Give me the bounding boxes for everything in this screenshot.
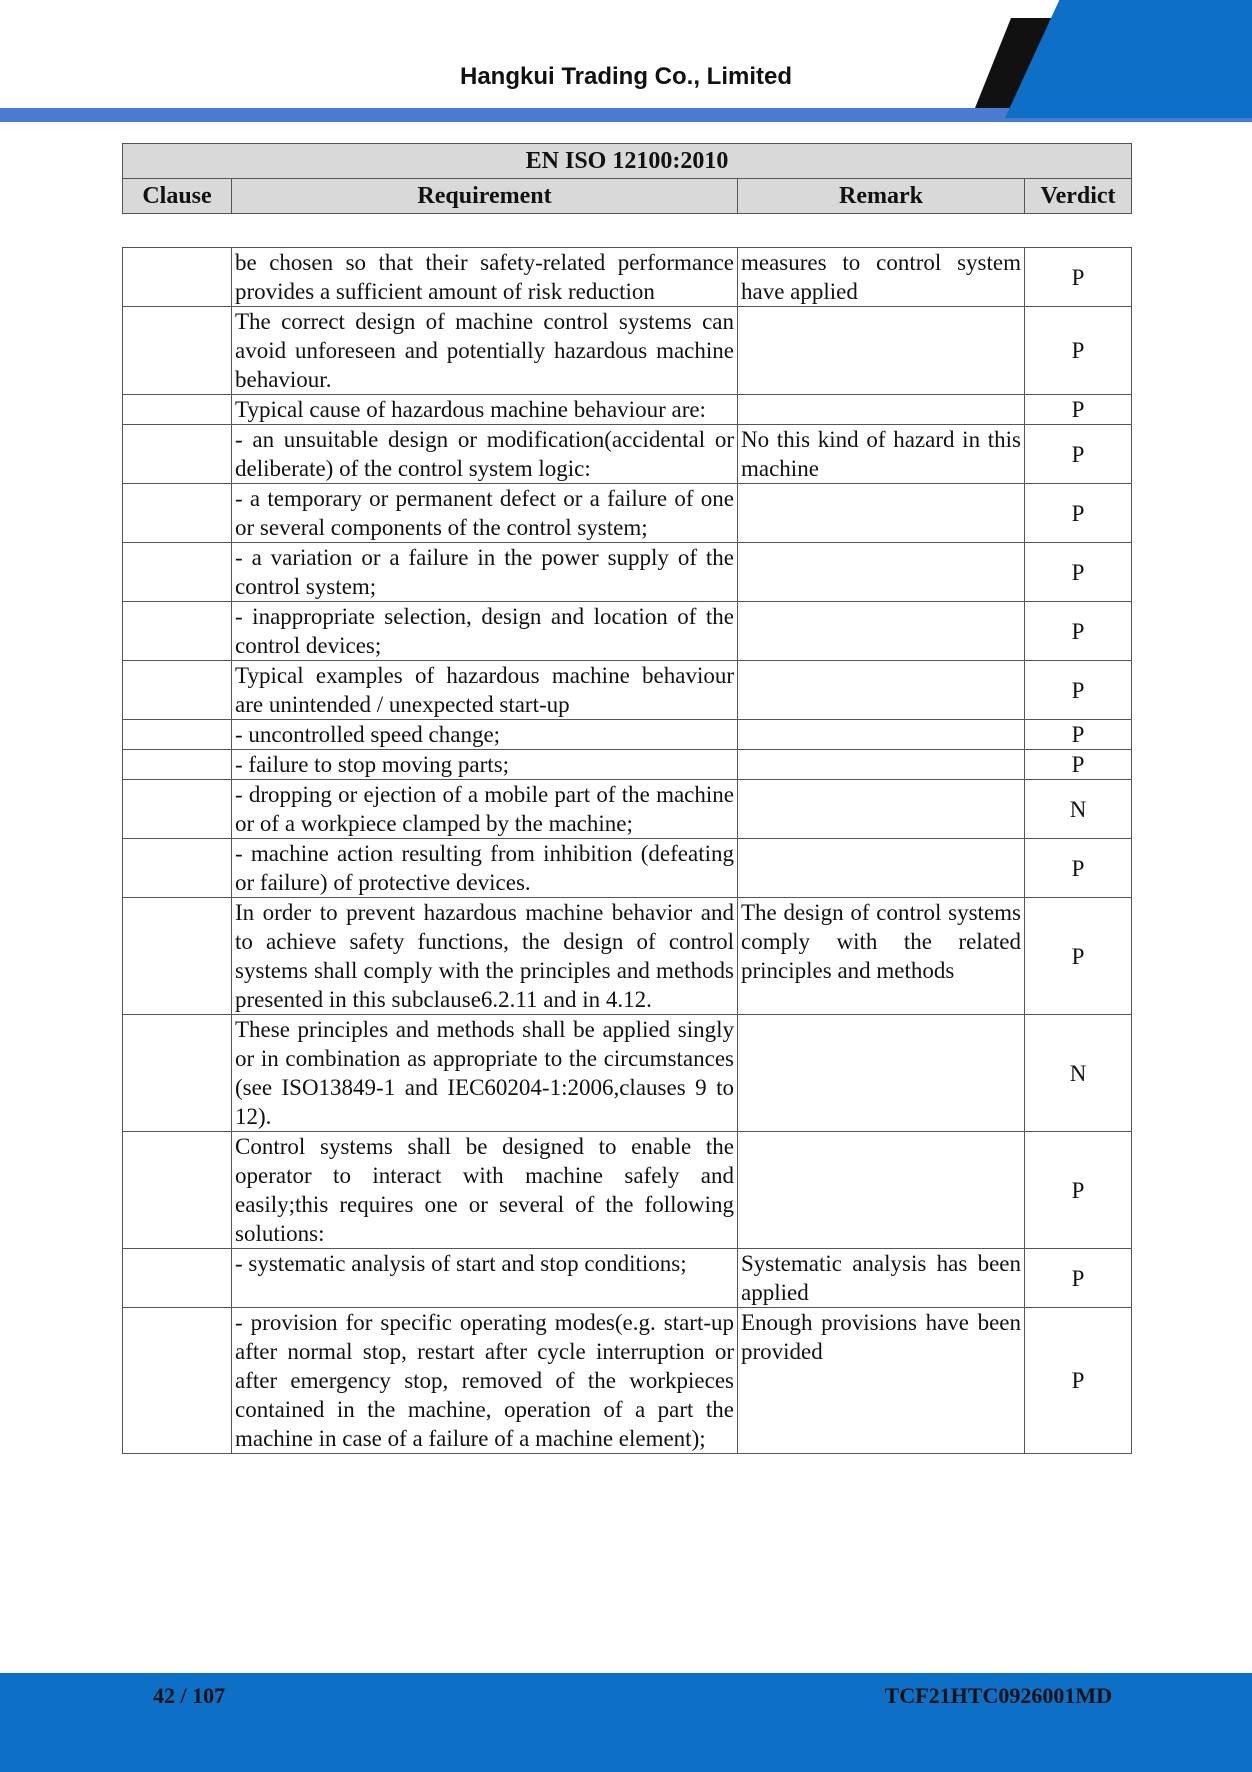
remark-cell [738,484,1025,543]
requirement-cell: - a variation or a failure in the power supply of the control system; [232,543,738,602]
requirement-cell: - systematic analysis of start and stop conditions; [232,1249,738,1308]
requirement-cell: These principles and methods shall be applied singly or in combination as appropriate to the circumstances (see ISO13849-1 and IEC60204-1:2006,clauses 9 to 12). [232,1015,738,1132]
requirement-cell: - inappropriate selection, design and location of the control devices; [232,602,738,661]
remark-cell [738,602,1025,661]
remark-cell [738,1132,1025,1249]
verdict-cell: P [1025,661,1132,720]
remark-cell: Systematic analysis has been applied [738,1249,1025,1308]
requirement-cell: The correct design of machine control systems can avoid unforeseen and potentially hazardous machine behaviour. [232,307,738,395]
clause-cell [123,425,232,484]
requirement-cell: - an unsuitable design or modification(accidental or deliberate) of the control system logic: [232,425,738,484]
verdict-cell: P [1025,484,1132,543]
standard-title: EN ISO 12100:2010 [123,144,1132,179]
verdict-cell: P [1025,839,1132,898]
requirement-cell: be chosen so that their safety-related performance provides a sufficient amount of risk reduction [232,248,738,307]
requirement-cell: Typical cause of hazardous machine behaviour are: [232,395,738,425]
requirement-cell: - provision for specific operating modes(e.g. start-up after normal stop, restart after cycle interruption or after emergency stop, removed of the workpieces contained in the machine, operation of a part the machine in case of a failure of a machine element); [232,1308,738,1454]
report-number: TCF21HTC0926001MD [884,1683,1112,1708]
remark-cell: The design of control systems comply with the related principles and methods [738,898,1025,1015]
table-row [123,750,1132,780]
remark-cell [738,750,1025,780]
clause-cell [123,1132,232,1249]
requirement-cell: Typical examples of hazardous machine behaviour are unintended / unexpected start-up [232,661,738,720]
verdict-cell: P [1025,395,1132,425]
remark-cell [738,1015,1025,1132]
page-number: 42 / 107 [153,1683,226,1708]
clause-cell [123,1015,232,1132]
verdict-cell: N [1025,780,1132,839]
standard-header-table [122,143,1132,214]
verdict-cell: P [1025,307,1132,395]
requirement-cell: - uncontrolled speed change; [232,720,738,750]
verdict-cell: P [1025,750,1132,780]
table-row [123,543,1132,602]
requirement-cell: - failure to stop moving parts; [232,750,738,780]
table-row [123,661,1132,720]
table-row [123,780,1132,839]
clause-cell [123,1249,232,1308]
table-row [123,1132,1132,1249]
verdict-cell: P [1025,1132,1132,1249]
clause-cell [123,1308,232,1454]
table-row [123,395,1132,425]
clause-cell [123,602,232,661]
header-blue-accent [1005,0,1252,118]
requirement-cell: - a temporary or permanent defect or a failure of one or several components of the control system; [232,484,738,543]
verdict-cell: P [1025,1249,1132,1308]
remark-cell [738,661,1025,720]
table-row [123,839,1132,898]
table-row [123,484,1132,543]
table-row [123,1015,1132,1132]
verdict-cell: P [1025,602,1132,661]
column-header-clause: Clause [123,179,232,214]
requirement-cell: - dropping or ejection of a mobile part of the machine or of a workpiece clamped by the machine; [232,780,738,839]
clause-cell [123,395,232,425]
remark-cell [738,839,1025,898]
clause-cell [123,484,232,543]
table-row [123,307,1132,395]
verdict-cell: P [1025,425,1132,484]
remark-cell [738,780,1025,839]
requirement-cell: Control systems shall be designed to enable the operator to interact with machine safely and easily;this requires one or several of the following solutions: [232,1132,738,1249]
clause-cell [123,720,232,750]
verdict-cell: P [1025,720,1132,750]
verdict-cell: P [1025,248,1132,307]
table-row [123,1308,1132,1454]
verdict-cell: P [1025,898,1132,1015]
remark-cell: Enough provisions have been provided [738,1308,1025,1454]
company-name: Hangkui Trading Co., Limited [459,63,792,90]
verdict-cell: P [1025,1308,1132,1454]
verdict-cell: N [1025,1015,1132,1132]
table-row [123,425,1132,484]
remark-cell: measures to control system have applied [738,248,1025,307]
requirements-table [122,247,1132,1454]
clause-cell [123,780,232,839]
column-header-requirement: Requirement [232,179,738,214]
clause-cell [123,248,232,307]
clause-cell [123,839,232,898]
column-header-verdict: Verdict [1025,179,1132,214]
remark-cell [738,307,1025,395]
clause-cell [123,543,232,602]
clause-cell [123,307,232,395]
clause-cell [123,661,232,720]
clause-cell [123,898,232,1015]
clause-cell [123,750,232,780]
remark-cell [738,720,1025,750]
table-row [123,1249,1132,1308]
requirement-cell: - machine action resulting from inhibition (defeating or failure) of protective devices. [232,839,738,898]
verdict-cell: P [1025,543,1132,602]
table-row [123,248,1132,307]
remark-cell [738,543,1025,602]
table-row [123,602,1132,661]
column-header-remark: Remark [738,179,1025,214]
requirement-cell: In order to prevent hazardous machine behavior and to achieve safety functions, the design of control systems shall comply with the principles and methods presented in this subclause6.2.11 and in 4.12. [232,898,738,1015]
table-row [123,720,1132,750]
remark-cell [738,395,1025,425]
remark-cell: No this kind of hazard in this machine [738,425,1025,484]
table-row [123,898,1132,1015]
